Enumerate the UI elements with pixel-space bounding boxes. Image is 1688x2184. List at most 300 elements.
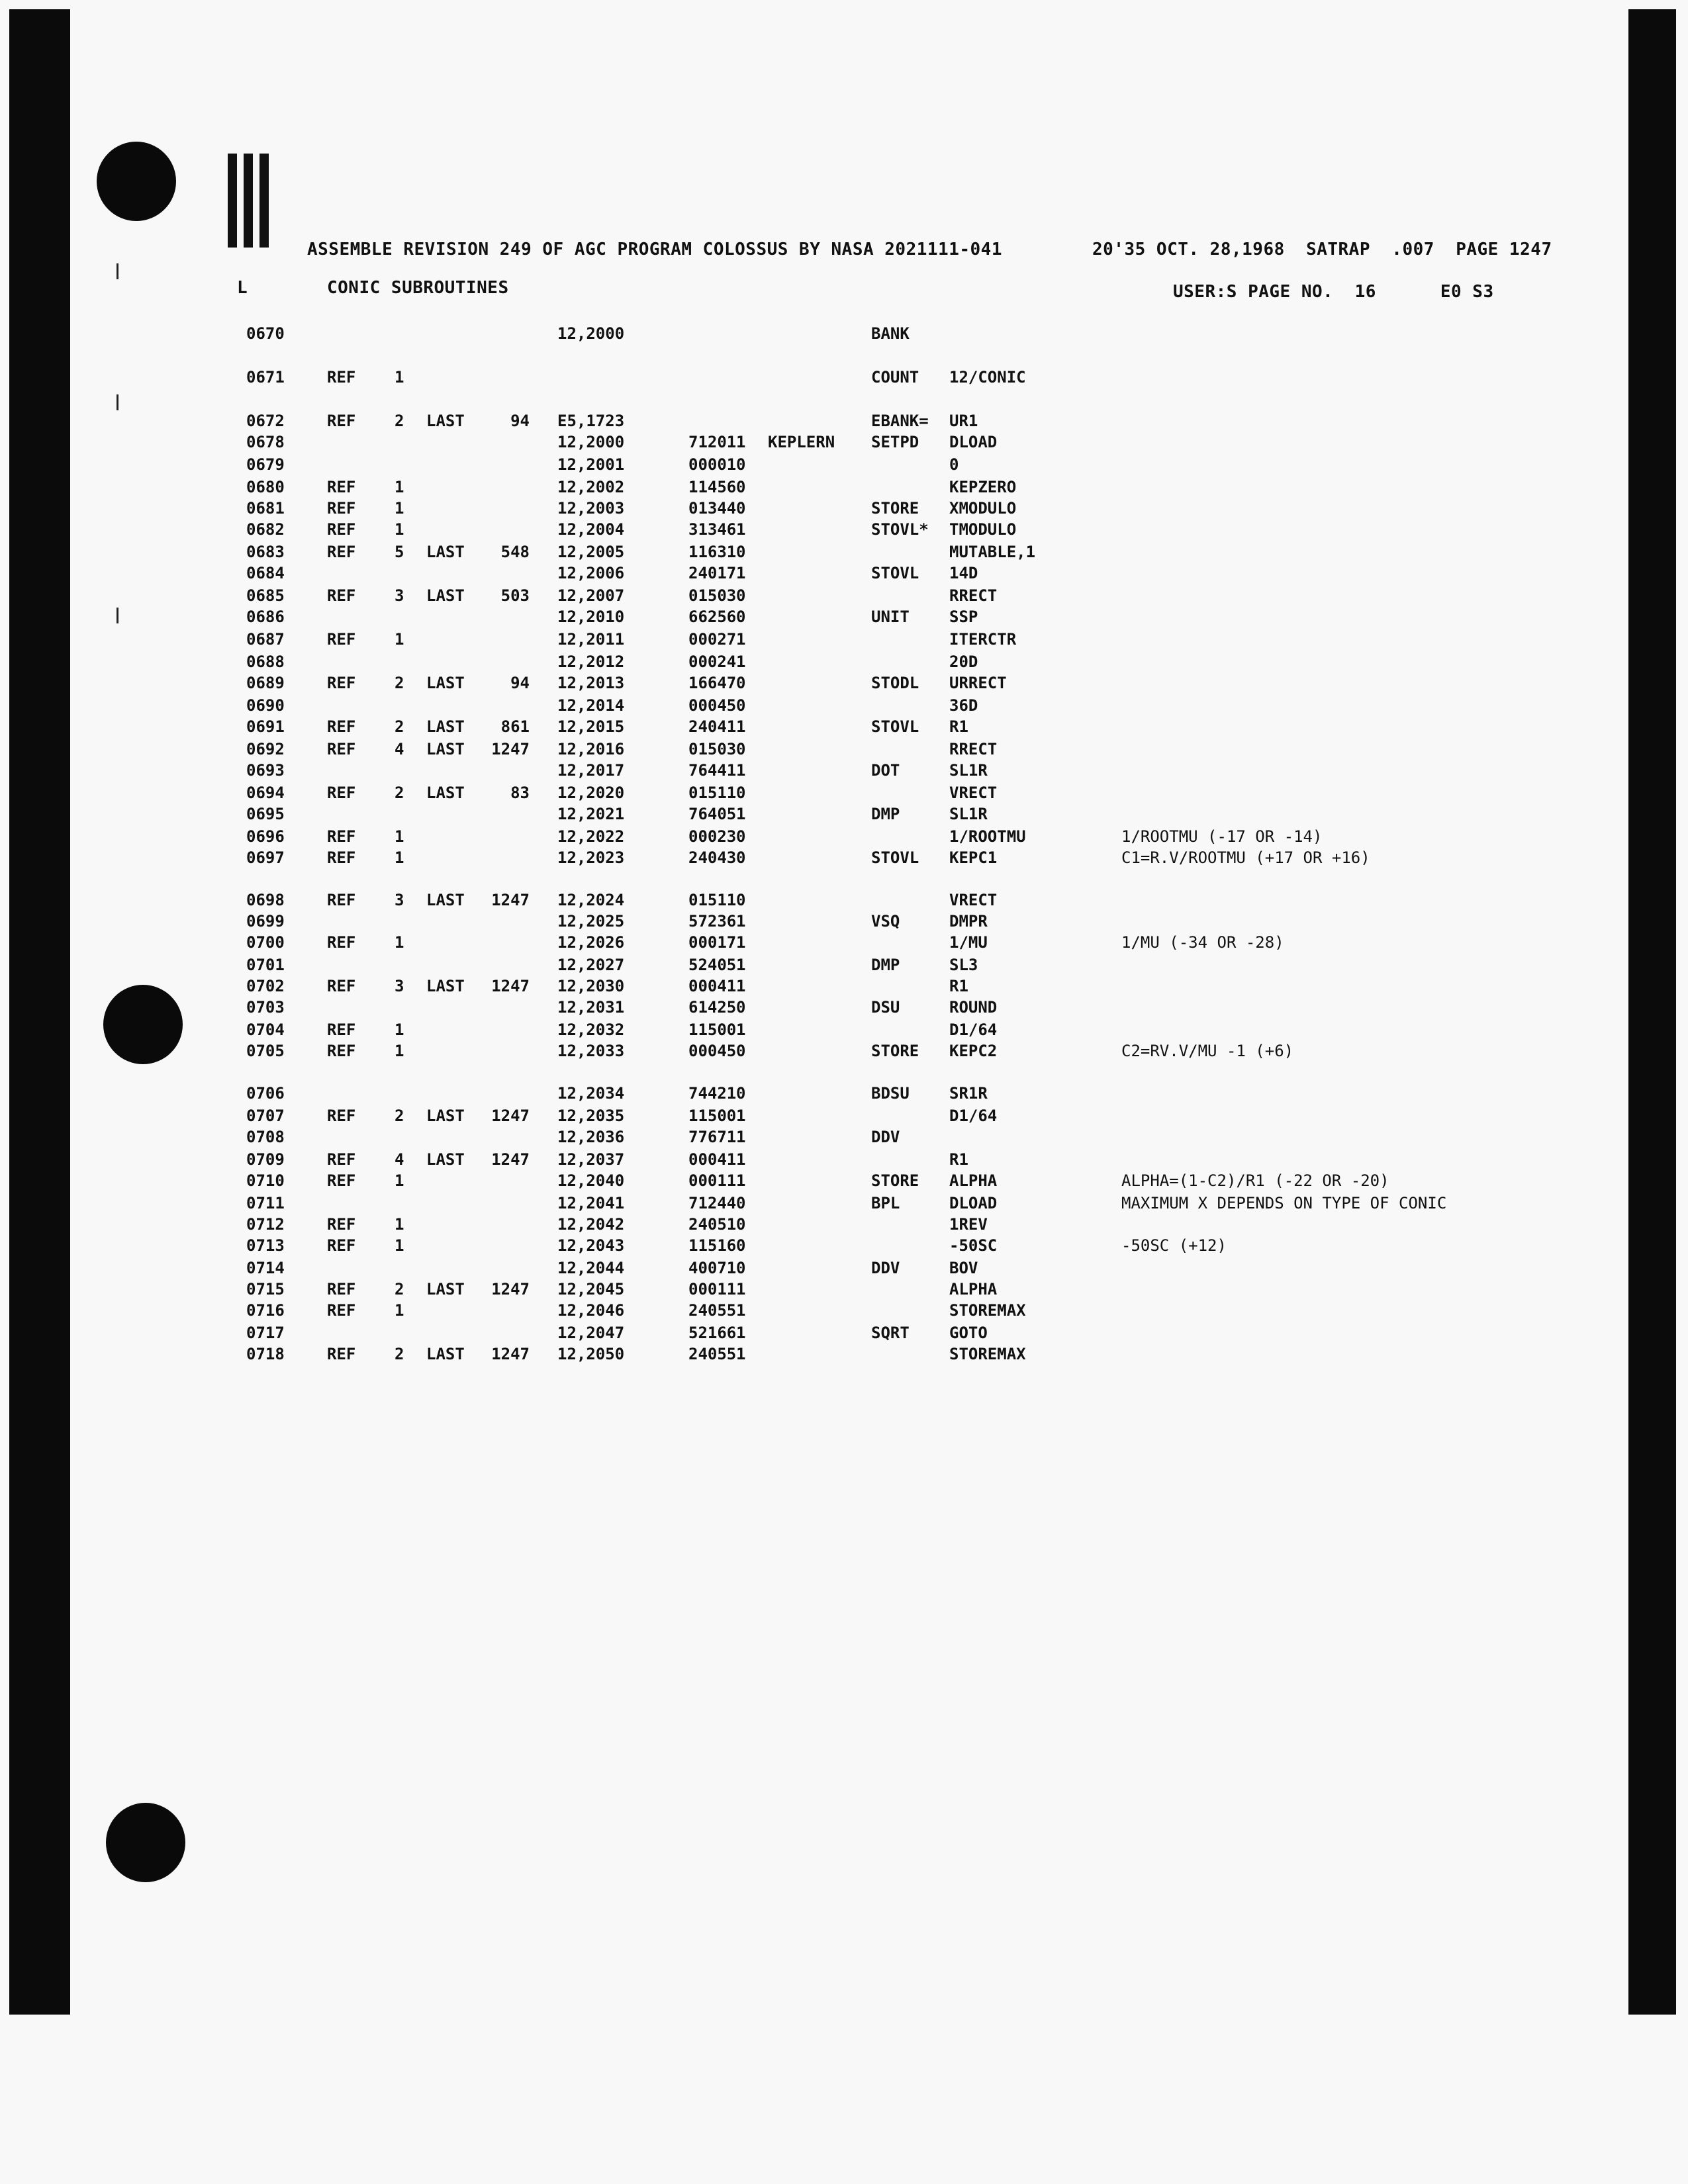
ref-marker: REF xyxy=(327,1345,356,1363)
last-keyword: LAST xyxy=(426,412,465,430)
octal-word: 00045 xyxy=(688,696,737,715)
last-keyword: LAST xyxy=(426,674,465,692)
operand: ROUND xyxy=(949,998,998,1017)
address: 12,2000 xyxy=(557,324,625,343)
line-number: 0717 xyxy=(246,1324,285,1342)
last-keyword: LAST xyxy=(426,891,465,909)
octal-word: 24055 xyxy=(688,1345,737,1363)
line-number: 0681 xyxy=(246,499,285,518)
ref-marker: REF xyxy=(327,740,356,758)
parity-flag: 0 xyxy=(736,1215,746,1234)
address: 12,2042 xyxy=(557,1215,625,1234)
ref-count: 1 xyxy=(395,1215,404,1234)
opcode: STORE xyxy=(871,499,919,518)
ref-count: 1 xyxy=(395,368,404,387)
address: 12,2036 xyxy=(557,1128,625,1146)
last-keyword: LAST xyxy=(426,543,465,561)
comment: 1/MU (-34 OR -28) xyxy=(1121,933,1284,952)
listing-row xyxy=(0,564,1628,585)
listing-row xyxy=(0,586,1628,608)
operand: KEPZERO xyxy=(949,478,1017,496)
parity-flag: 1 xyxy=(736,761,746,780)
opcode: DMP xyxy=(871,956,900,974)
line-number: 0672 xyxy=(246,412,285,430)
octal-word: 01503 xyxy=(688,586,737,605)
listing-row xyxy=(0,956,1628,977)
octal-word: 77671 xyxy=(688,1128,737,1146)
opcode: STODL xyxy=(871,674,919,692)
listing-row xyxy=(0,998,1628,1019)
opcode: STOVL xyxy=(871,564,919,582)
address: 12,2002 xyxy=(557,478,625,496)
address: 12,2033 xyxy=(557,1042,625,1060)
line-number: 0710 xyxy=(246,1171,285,1190)
line-number: 0670 xyxy=(246,324,285,343)
last-keyword: LAST xyxy=(426,1150,465,1169)
section-title: CONIC SUBROUTINES xyxy=(327,278,509,298)
operand: RRECT xyxy=(949,740,998,758)
octal-word: 00024 xyxy=(688,653,737,671)
octal-word: 11456 xyxy=(688,478,737,496)
address: 12,2003 xyxy=(557,499,625,518)
opcode: STOVL xyxy=(871,717,919,736)
operand: STOREMAX xyxy=(949,1345,1026,1363)
comment: C1=R.V/ROOTMU (+17 OR +16) xyxy=(1121,848,1370,867)
operand: SL1R xyxy=(949,805,988,823)
line-number: 0714 xyxy=(246,1259,285,1277)
ref-count: 2 xyxy=(395,784,404,802)
parity-flag: 1 xyxy=(736,1171,746,1190)
address: 12,2000 xyxy=(557,433,625,451)
line-number: 0695 xyxy=(246,805,285,823)
listing-row xyxy=(0,848,1628,870)
last-keyword: LAST xyxy=(426,784,465,802)
listing-row xyxy=(0,543,1628,564)
last-page: 94 xyxy=(510,674,530,692)
operand: R1 xyxy=(949,1150,968,1169)
opcode: BDSU xyxy=(871,1084,910,1103)
line-number: 0712 xyxy=(246,1215,285,1234)
address: 12,2004 xyxy=(557,520,625,539)
octal-word: 00041 xyxy=(688,977,737,995)
last-keyword: LAST xyxy=(426,1107,465,1125)
operand: KEPC1 xyxy=(949,848,998,867)
octal-word: 52166 xyxy=(688,1324,737,1342)
last-keyword: LAST xyxy=(426,740,465,758)
parity-flag: 0 xyxy=(736,608,746,626)
listing-row xyxy=(0,1259,1628,1280)
opcode: UNIT xyxy=(871,608,910,626)
octal-word: 76441 xyxy=(688,761,737,780)
ref-count: 1 xyxy=(395,499,404,518)
parity-flag: 0 xyxy=(736,478,746,496)
octal-word: 52405 xyxy=(688,956,737,974)
address: 12,2026 xyxy=(557,933,625,952)
octal-word: 24041 xyxy=(688,717,737,736)
address: 12,2032 xyxy=(557,1021,625,1039)
ref-marker: REF xyxy=(327,368,356,387)
operand: SR1R xyxy=(949,1084,988,1103)
operand: VRECT xyxy=(949,784,998,802)
operand: DLOAD xyxy=(949,433,998,451)
ref-count: 3 xyxy=(395,586,404,605)
ref-marker: REF xyxy=(327,412,356,430)
operand: SL3 xyxy=(949,956,978,974)
parity-flag: 0 xyxy=(736,543,746,561)
parity-flag: 0 xyxy=(736,696,746,715)
operand: DMPR xyxy=(949,912,988,931)
parity-flag: 1 xyxy=(736,1021,746,1039)
octal-word: 00041 xyxy=(688,1150,737,1169)
parity-flag: 0 xyxy=(736,1259,746,1277)
operand: MUTABLE,1 xyxy=(949,543,1036,561)
ref-count: 2 xyxy=(395,1107,404,1125)
address: 12,2030 xyxy=(557,977,625,995)
listing-row xyxy=(0,324,1628,345)
line-number: 0698 xyxy=(246,891,285,909)
address: 12,2011 xyxy=(557,630,625,649)
listing-row xyxy=(0,608,1628,629)
octal-word: 00011 xyxy=(688,1171,737,1190)
operand: D1/64 xyxy=(949,1021,998,1039)
ref-marker: REF xyxy=(327,1042,356,1060)
ref-marker: REF xyxy=(327,1171,356,1190)
comment: MAXIMUM X DEPENDS ON TYPE OF CONIC xyxy=(1121,1194,1447,1212)
line-number: 0707 xyxy=(246,1107,285,1125)
address: 12,2035 xyxy=(557,1107,625,1125)
last-page: 1247 xyxy=(491,1280,530,1298)
ref-marker: REF xyxy=(327,499,356,518)
octal-word: 24043 xyxy=(688,848,737,867)
parity-flag: 0 xyxy=(736,1042,746,1060)
opcode: DSU xyxy=(871,998,900,1017)
listing-row xyxy=(0,433,1628,454)
parity-flag: 1 xyxy=(736,912,746,931)
operand: -50SC xyxy=(949,1236,998,1255)
address: 12,2044 xyxy=(557,1259,625,1277)
octal-word: 76405 xyxy=(688,805,737,823)
line-number: 0702 xyxy=(246,977,285,995)
listing-row xyxy=(0,1324,1628,1345)
octal-word: 01511 xyxy=(688,784,737,802)
address: 12,2014 xyxy=(557,696,625,715)
octal-word: 00001 xyxy=(688,455,737,474)
parity-flag: 1 xyxy=(736,1324,746,1342)
line-number: 0693 xyxy=(246,761,285,780)
last-keyword: LAST xyxy=(426,717,465,736)
listing-row xyxy=(0,696,1628,717)
line-number: 0697 xyxy=(246,848,285,867)
address: 12,2031 xyxy=(557,998,625,1017)
opcode: COUNT xyxy=(871,368,919,387)
octal-word: 01511 xyxy=(688,891,737,909)
listing-row xyxy=(0,784,1628,805)
ref-marker: REF xyxy=(327,977,356,995)
line-number: 0691 xyxy=(246,717,285,736)
address: E5,1723 xyxy=(557,412,625,430)
parity-flag: 1 xyxy=(736,977,746,995)
octal-word: 11500 xyxy=(688,1107,737,1125)
ref-count: 1 xyxy=(395,933,404,952)
listing-row xyxy=(0,1107,1628,1128)
listing-row xyxy=(0,1280,1628,1301)
operand: SL1R xyxy=(949,761,988,780)
listing-row xyxy=(0,674,1628,695)
line-number: 0686 xyxy=(246,608,285,626)
listing-row xyxy=(0,891,1628,912)
opcode: SQRT xyxy=(871,1324,910,1342)
opcode: DDV xyxy=(871,1128,900,1146)
line-number: 0694 xyxy=(246,784,285,802)
ref-count: 2 xyxy=(395,674,404,692)
operand: ITERCTR xyxy=(949,630,1017,649)
parity-flag: 0 xyxy=(736,1236,746,1255)
line-number: 0684 xyxy=(246,564,285,582)
listing-row xyxy=(0,933,1628,954)
address: 12,2037 xyxy=(557,1150,625,1169)
last-keyword: LAST xyxy=(426,977,465,995)
parity-flag: 1 xyxy=(736,1128,746,1146)
line-number: 0683 xyxy=(246,543,285,561)
ref-count: 4 xyxy=(395,740,404,758)
octal-word: 16647 xyxy=(688,674,737,692)
parity-flag: 1 xyxy=(736,520,746,539)
opcode: DOT xyxy=(871,761,900,780)
address: 12,2024 xyxy=(557,891,625,909)
octal-word: 71244 xyxy=(688,1194,737,1212)
address: 12,2005 xyxy=(557,543,625,561)
octal-word: 01503 xyxy=(688,740,737,758)
listing-title: ASSEMBLE REVISION 249 OF AGC PROGRAM COLOSSUS BY NASA 2021111-041 xyxy=(307,240,1002,259)
user-page-number: USER:S PAGE NO. 16 E0 S3 xyxy=(1173,282,1494,302)
parity-flag: 0 xyxy=(736,586,746,605)
listing-row xyxy=(0,653,1628,674)
listing-row xyxy=(0,977,1628,998)
operand: KEPC2 xyxy=(949,1042,998,1060)
operand: 20D xyxy=(949,653,978,671)
line-number: 0718 xyxy=(246,1345,285,1363)
octal-word: 24055 xyxy=(688,1301,737,1320)
parity-flag: 0 xyxy=(736,998,746,1017)
octal-word: 57236 xyxy=(688,912,737,931)
line-number: 0682 xyxy=(246,520,285,539)
listing-timestamp: 20'35 OCT. 28,1968 SATRAP .007 PAGE 1247 xyxy=(1092,240,1552,259)
ref-count: 2 xyxy=(395,412,404,430)
last-page: 1247 xyxy=(491,1150,530,1169)
ref-marker: REF xyxy=(327,543,356,561)
parity-flag: 0 xyxy=(736,848,746,867)
ref-count: 1 xyxy=(395,848,404,867)
opcode: BANK xyxy=(871,324,910,343)
listing-row xyxy=(0,455,1628,477)
listing-row xyxy=(0,1128,1628,1149)
operand: 14D xyxy=(949,564,978,582)
address: 12,2046 xyxy=(557,1301,625,1320)
ref-count: 1 xyxy=(395,520,404,539)
parity-flag: 1 xyxy=(736,1150,746,1169)
parity-flag: 1 xyxy=(736,653,746,671)
address: 12,2010 xyxy=(557,608,625,626)
address: 12,2015 xyxy=(557,717,625,736)
listing-row xyxy=(0,499,1628,520)
line-number: 0715 xyxy=(246,1280,285,1298)
octal-word: 74421 xyxy=(688,1084,737,1103)
opcode: BPL xyxy=(871,1194,900,1212)
address: 12,2020 xyxy=(557,784,625,802)
ref-marker: REF xyxy=(327,1107,356,1125)
parity-flag: 0 xyxy=(736,455,746,474)
line-number: 0696 xyxy=(246,827,285,846)
address: 12,2016 xyxy=(557,740,625,758)
operand: DLOAD xyxy=(949,1194,998,1212)
octal-word: 31346 xyxy=(688,520,737,539)
octal-word: 71201 xyxy=(688,433,737,451)
line-number: 0709 xyxy=(246,1150,285,1169)
address: 12,2045 xyxy=(557,1280,625,1298)
listing-row xyxy=(0,1345,1628,1366)
address: 12,2013 xyxy=(557,674,625,692)
ref-count: 1 xyxy=(395,1021,404,1039)
opcode: STOVL xyxy=(871,848,919,867)
operand: XMODULO xyxy=(949,499,1017,518)
ref-count: 2 xyxy=(395,717,404,736)
ref-marker: REF xyxy=(327,784,356,802)
opcode: STORE xyxy=(871,1042,919,1060)
octal-word: 24017 xyxy=(688,564,737,582)
line-number: 0703 xyxy=(246,998,285,1017)
parity-flag: 0 xyxy=(736,784,746,802)
parity-flag: 1 xyxy=(736,1107,746,1125)
operand: 12/CONIC xyxy=(949,368,1026,387)
address: 12,2040 xyxy=(557,1171,625,1190)
ref-count: 3 xyxy=(395,977,404,995)
column-l-marker: L xyxy=(237,278,248,298)
ref-count: 1 xyxy=(395,478,404,496)
opcode: VSQ xyxy=(871,912,900,931)
line-number: 0687 xyxy=(246,630,285,649)
parity-flag: 0 xyxy=(736,1194,746,1212)
parity-flag: 1 xyxy=(736,956,746,974)
octal-word: 11516 xyxy=(688,1236,737,1255)
parity-flag: 0 xyxy=(736,891,746,909)
line-number: 0688 xyxy=(246,653,285,671)
ref-count: 1 xyxy=(395,1236,404,1255)
listing-row xyxy=(0,1236,1628,1257)
comment: ALPHA=(1-C2)/R1 (-22 OR -20) xyxy=(1121,1171,1389,1190)
line-number: 0692 xyxy=(246,740,285,758)
address: 12,2012 xyxy=(557,653,625,671)
line-number: 0701 xyxy=(246,956,285,974)
listing-row xyxy=(0,805,1628,826)
address: 12,2041 xyxy=(557,1194,625,1212)
line-number: 0671 xyxy=(246,368,285,387)
last-keyword: LAST xyxy=(426,1280,465,1298)
address: 12,2050 xyxy=(557,1345,625,1363)
operand: R1 xyxy=(949,717,968,736)
parity-flag: 0 xyxy=(736,499,746,518)
operand: VRECT xyxy=(949,891,998,909)
listing-row xyxy=(0,761,1628,782)
address: 12,2022 xyxy=(557,827,625,846)
octal-word: 61425 xyxy=(688,998,737,1017)
parity-flag: 1 xyxy=(736,1345,746,1363)
ref-count: 3 xyxy=(395,891,404,909)
listing-row xyxy=(0,1150,1628,1171)
operand: UR1 xyxy=(949,412,978,430)
operand: 1REV xyxy=(949,1215,988,1234)
listing-row xyxy=(0,912,1628,933)
listing-row xyxy=(0,1021,1628,1042)
operand: BOV xyxy=(949,1259,978,1277)
address: 12,2001 xyxy=(557,455,625,474)
ref-count: 1 xyxy=(395,1171,404,1190)
operand: D1/64 xyxy=(949,1107,998,1125)
operand: GOTO xyxy=(949,1324,988,1342)
address: 12,2047 xyxy=(557,1324,625,1342)
operand: 36D xyxy=(949,696,978,715)
parity-flag: 1 xyxy=(736,933,746,952)
listing-row xyxy=(0,1084,1628,1105)
ref-marker: REF xyxy=(327,630,356,649)
ref-count: 4 xyxy=(395,1150,404,1169)
parity-flag: 1 xyxy=(736,717,746,736)
octal-word: 66256 xyxy=(688,608,737,626)
parity-flag: 1 xyxy=(736,630,746,649)
operand: SSP xyxy=(949,608,978,626)
ref-count: 5 xyxy=(395,543,404,561)
operand: R1 xyxy=(949,977,968,995)
last-page: 861 xyxy=(500,717,530,736)
listing-row xyxy=(0,717,1628,739)
line-number: 0711 xyxy=(246,1194,285,1212)
last-page: 1247 xyxy=(491,891,530,909)
address: 12,2006 xyxy=(557,564,625,582)
listing-row xyxy=(0,1042,1628,1063)
ref-marker: REF xyxy=(327,1280,356,1298)
last-page: 1247 xyxy=(491,977,530,995)
ref-marker: REF xyxy=(327,520,356,539)
parity-flag: 1 xyxy=(736,805,746,823)
last-page: 1247 xyxy=(491,740,530,758)
opcode: EBANK= xyxy=(871,412,929,430)
last-keyword: LAST xyxy=(426,1345,465,1363)
operand: 1/MU xyxy=(949,933,988,952)
last-page: 83 xyxy=(510,784,530,802)
comment: 1/ROOTMU (-17 OR -14) xyxy=(1121,827,1323,846)
last-keyword: LAST xyxy=(426,586,465,605)
line-number: 0706 xyxy=(246,1084,285,1103)
parity-flag: 1 xyxy=(736,564,746,582)
opcode: STOVL* xyxy=(871,520,929,539)
ref-marker: REF xyxy=(327,586,356,605)
line-number: 0705 xyxy=(246,1042,285,1060)
operand: URRECT xyxy=(949,674,1007,692)
ref-marker: REF xyxy=(327,1215,356,1234)
comment: C2=RV.V/MU -1 (+6) xyxy=(1121,1042,1294,1060)
parity-flag: 0 xyxy=(736,827,746,846)
listing-row xyxy=(0,478,1628,499)
ref-marker: REF xyxy=(327,717,356,736)
octal-word: 00011 xyxy=(688,1280,737,1298)
ref-marker: REF xyxy=(327,1236,356,1255)
listing-row xyxy=(0,1215,1628,1236)
octal-word: 40071 xyxy=(688,1259,737,1277)
address: 12,2034 xyxy=(557,1084,625,1103)
operand: RRECT xyxy=(949,586,998,605)
operand: ALPHA xyxy=(949,1280,998,1298)
line-number: 0699 xyxy=(246,912,285,931)
operand: 1/ROOTMU xyxy=(949,827,1026,846)
